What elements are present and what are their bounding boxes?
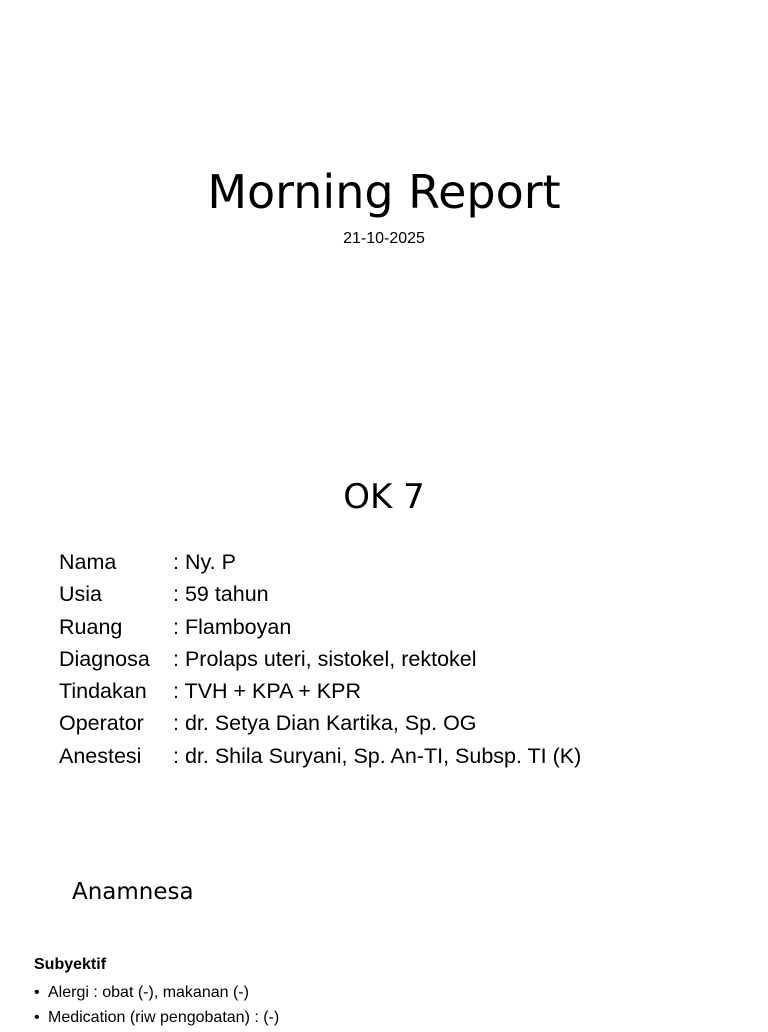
list-item xyxy=(34,1007,279,1032)
info-value: : dr. Shila Suryani, Sp. An-TI, Subsp. TI (K) xyxy=(173,743,582,768)
report-title: Morning Report xyxy=(207,165,561,219)
info-row-tindakan xyxy=(59,675,581,707)
bullet-icon: • xyxy=(34,984,40,1001)
info-label: Nama xyxy=(59,550,117,574)
info-value: : 59 tahun xyxy=(173,582,269,607)
list-item-text: Alergi : obat (-), makanan (-) xyxy=(48,984,249,1001)
subyektif-list xyxy=(34,982,279,1032)
info-row-usia xyxy=(59,578,581,610)
info-row-ruang xyxy=(59,611,581,643)
anamnesa-title: Anamnesa xyxy=(72,879,194,905)
patient-info-table xyxy=(59,546,581,772)
ok-title: OK 7 xyxy=(343,477,425,517)
subyektif-label: Subyektif xyxy=(34,956,107,973)
info-label: Tindakan xyxy=(59,679,147,704)
info-row-operator xyxy=(59,707,581,739)
info-value: : Ny. P xyxy=(173,550,236,574)
list-item-text: Medication (riw pengobatan) : (-) xyxy=(48,1009,280,1026)
report-date: 21-10-2025 xyxy=(343,230,425,247)
info-value: : Flamboyan xyxy=(173,614,292,639)
info-label: Diagnosa xyxy=(59,646,150,671)
info-row-diagnosa xyxy=(59,643,581,675)
info-value: : dr. Setya Dian Kartika, Sp. OG xyxy=(173,711,477,736)
info-row-anestesi xyxy=(59,740,581,772)
info-label: Ruang xyxy=(59,614,123,639)
info-label: Operator xyxy=(59,711,144,736)
info-label: Anestesi xyxy=(59,743,142,768)
list-item xyxy=(34,982,279,1007)
info-value: : Prolaps uteri, sistokel, rektokel xyxy=(173,646,477,671)
info-value: : TVH + KPA + KPR xyxy=(173,679,362,704)
bullet-icon: • xyxy=(34,1009,40,1026)
info-label: Usia xyxy=(59,582,103,607)
info-row-nama xyxy=(59,546,581,578)
